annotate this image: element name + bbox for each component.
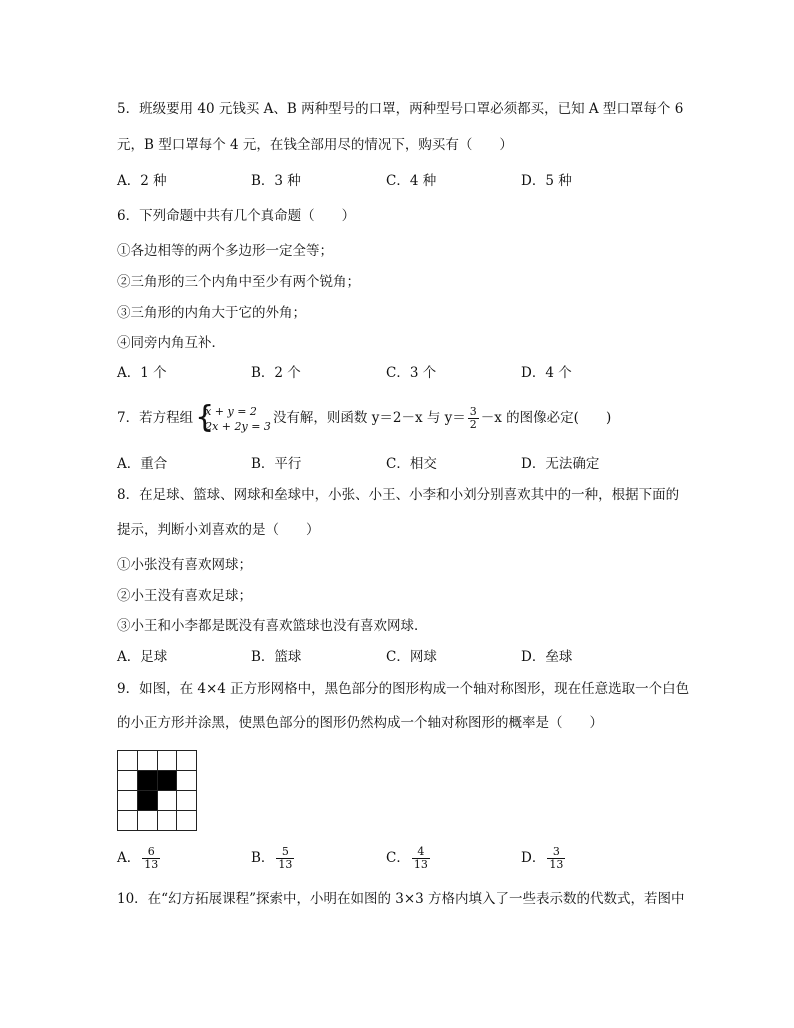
q9-option-b-label: B． bbox=[251, 850, 275, 866]
q8-item-2: ②小王没有喜欢足球； bbox=[117, 588, 252, 604]
grid-cell-white bbox=[157, 811, 177, 831]
q6-option-a: A．1 个 bbox=[117, 365, 167, 381]
q5-option-a: A．2 种 bbox=[117, 173, 167, 189]
grid-cell-white bbox=[118, 811, 138, 831]
q7-lead: 7．若方程组 bbox=[117, 410, 194, 426]
grid-cell-white bbox=[118, 771, 138, 791]
q9-option-b-den: 13 bbox=[278, 858, 293, 871]
q9-stem-line1: 9．如图，在 4×4 正方形网格中，黑色部分的图形构成一个轴对称图形，现在任意选取一个白色 bbox=[117, 681, 690, 697]
q6-item-1: ①各边相等的两个多边形一定全等； bbox=[117, 243, 333, 259]
q6-option-d: D．4 个 bbox=[521, 365, 572, 381]
q9-grid-row bbox=[118, 771, 197, 791]
q5-option-b: B．3 种 bbox=[251, 173, 301, 189]
q9-option-c-fraction bbox=[412, 846, 430, 871]
grid-cell-black bbox=[137, 771, 157, 791]
q7-stem bbox=[117, 400, 611, 436]
q7-mid: 没有解，则函数 y＝2－x 与 y＝ bbox=[272, 410, 466, 426]
q7-frac-den: 2 bbox=[469, 418, 477, 431]
q7-eq2: 2x + 2y = 3 bbox=[205, 419, 271, 433]
q8-option-c: C．网球 bbox=[386, 649, 437, 665]
q7-brace: { bbox=[195, 399, 215, 435]
q9-option-c-label: C． bbox=[386, 850, 410, 866]
q9-option-b bbox=[251, 846, 296, 871]
q8-stem-line2: 提示，判断小刘喜欢的是（ ） bbox=[117, 522, 320, 538]
grid-cell-white bbox=[157, 791, 177, 811]
grid-cell-white bbox=[177, 811, 197, 831]
q6-stem: 6．下列命题中共有几个真命题（ ） bbox=[117, 208, 356, 224]
grid-cell-white bbox=[118, 791, 138, 811]
q5-option-c: C．4 种 bbox=[386, 173, 437, 189]
q9-option-c-num: 4 bbox=[412, 846, 430, 859]
q6-option-c: C．3 个 bbox=[386, 365, 437, 381]
grid-cell-white bbox=[177, 771, 197, 791]
q9-grid-row bbox=[118, 751, 197, 771]
grid-cell-white bbox=[157, 751, 177, 771]
q9-option-b-fraction bbox=[276, 846, 294, 871]
q7-option-a: A．重合 bbox=[117, 456, 168, 472]
q6-item-2: ②三角形的三个内角中至少有两个锐角； bbox=[117, 274, 360, 290]
q6-option-b: B．2 个 bbox=[251, 365, 301, 381]
q10-stem-line1: 10．在“幻方拓展课程”探索中，小明在如图的 3×3 方格内填入了一些表示数的代数式，若图中 bbox=[117, 891, 685, 907]
q9-grid-row bbox=[118, 811, 197, 831]
q9-option-d-den: 13 bbox=[549, 858, 564, 871]
grid-cell-white bbox=[177, 791, 197, 811]
q9-option-d-fraction bbox=[547, 846, 565, 871]
q9-grid-row bbox=[118, 791, 197, 811]
q6-item-3: ③三角形的内角大于它的外角； bbox=[117, 305, 306, 321]
q9-option-a bbox=[117, 846, 162, 871]
q9-option-b-num: 5 bbox=[276, 846, 294, 859]
q9-option-a-den: 13 bbox=[144, 858, 159, 871]
q9-grid-figure bbox=[117, 750, 197, 831]
q7-tail: －x 的图像必定( ) bbox=[480, 410, 612, 426]
q9-option-d-num: 3 bbox=[547, 846, 565, 859]
q6-item-4: ④同旁内角互补． bbox=[117, 335, 225, 351]
q7-option-d: D．无法确定 bbox=[521, 456, 600, 472]
q5-option-d: D．5 种 bbox=[521, 173, 572, 189]
q8-item-1: ①小张没有喜欢网球； bbox=[117, 557, 252, 573]
q7-frac-num: 3 bbox=[469, 405, 477, 418]
q5-stem-line1: 5．班级要用 40 元钱买 A、B 两种型号的口罩，两种型号口罩必须都买，已知 A 型口罩每个 6 bbox=[117, 101, 684, 117]
grid-cell-white bbox=[137, 811, 157, 831]
grid-cell-black bbox=[157, 771, 177, 791]
q8-option-b: B．篮球 bbox=[251, 649, 302, 665]
q9-stem-line2: 的小正方形并涂黑，使黑色部分的图形仍然构成一个轴对称图形的概率是（ ） bbox=[117, 715, 603, 731]
q9-option-c bbox=[386, 846, 432, 871]
q9-option-c-den: 13 bbox=[413, 858, 428, 871]
q7-equation-system bbox=[195, 399, 271, 435]
grid-cell-black bbox=[137, 791, 157, 811]
grid-cell-white bbox=[118, 751, 138, 771]
q8-stem-line1: 8．在足球、篮球、网球和垒球中，小张、小王、小李和小刘分别喜欢其中的一种，根据下面的 bbox=[117, 487, 680, 503]
q9-option-d-label: D． bbox=[521, 850, 546, 866]
q9-option-a-label: A． bbox=[117, 850, 141, 866]
q8-option-d: D．垒球 bbox=[521, 649, 573, 665]
q7-eq1: x + y = 2 bbox=[205, 404, 257, 418]
q7-fraction bbox=[468, 406, 479, 431]
q9-option-a-fraction bbox=[142, 846, 160, 871]
q8-option-a: A．足球 bbox=[117, 649, 168, 665]
q9-option-a-num: 6 bbox=[142, 846, 160, 859]
q8-item-3: ③小王和小李都是既没有喜欢篮球也没有喜欢网球． bbox=[117, 618, 428, 634]
grid-cell-white bbox=[177, 751, 197, 771]
q5-stem-line2: 元，B 型口罩每个 4 元，在钱全部用尽的情况下，购买有（ ） bbox=[117, 137, 513, 153]
grid-cell-white bbox=[137, 751, 157, 771]
q9-option-d bbox=[521, 846, 567, 871]
q7-option-c: C．相交 bbox=[386, 456, 437, 472]
q7-option-b: B．平行 bbox=[251, 456, 302, 472]
